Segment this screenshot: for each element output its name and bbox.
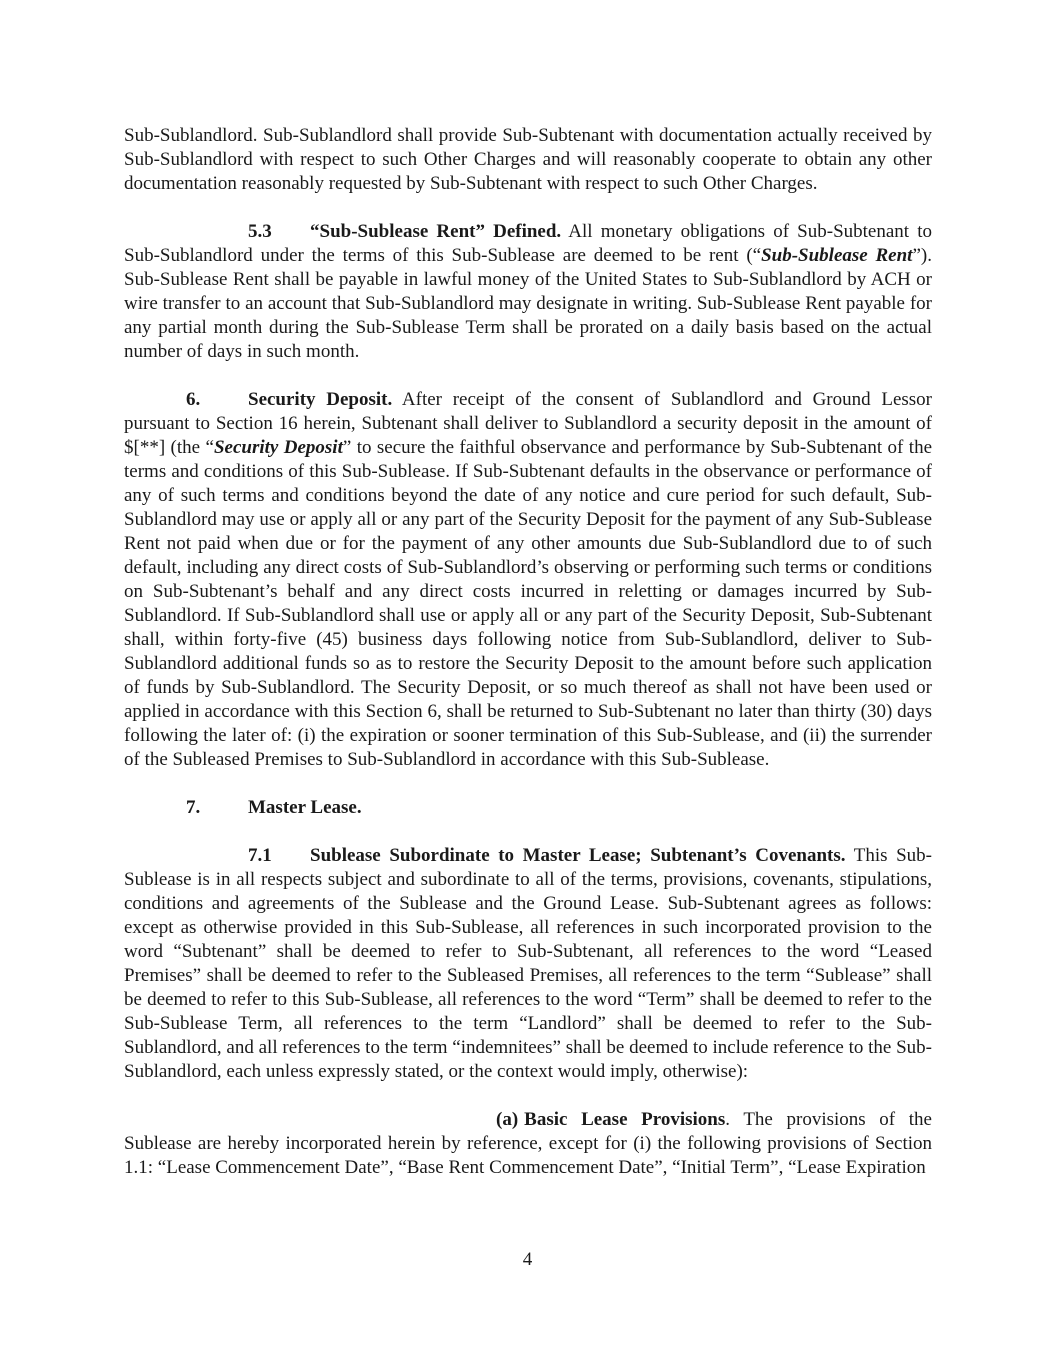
section-7-1-a (124, 1108, 932, 1180)
section-text: . The provisions of the Sublease are hereby incorporated herein by reference, except for (i) the following provisions of Section 1.1: “Lease Commencement Date”, “Base Rent Commencement Date”, “Initial Term”, “Lease Expiration (124, 1109, 932, 1178)
section-number: 7.1 (248, 845, 272, 866)
section-heading: Security Deposit. (248, 389, 393, 410)
section-number: 7. (186, 797, 201, 818)
section-heading: Basic Lease Provisions (524, 1109, 726, 1130)
section-text: ”). Sub-Sublease Rent shall be payable in lawful money of the United States to Sub-Sublandlord by ACH or wire transfer to an account that Sub-Sublandlord may designate in writing. Sub-Sublease Rent payable for any partial month during the Sub-Sublease Term shall be prorated on a daily basis based on the actual number of days in such month. (124, 245, 932, 362)
section-heading: Sublease Subordinate to Master Lease; Subtenant’s Covenants. (310, 845, 846, 866)
defined-term: Security Deposit (213, 437, 343, 458)
section-7-1 (124, 844, 932, 1084)
section-number: 5.3 (248, 221, 272, 242)
page-number: 4 (522, 1249, 533, 1270)
document-page (124, 124, 932, 1204)
section-heading: “Sub-Sublease Rent” Defined. (310, 221, 562, 242)
section-5-3 (124, 220, 932, 364)
section-7 (124, 796, 932, 820)
section-number: (a) (496, 1109, 519, 1130)
section-text: All monetary obligations of Sub-Subtenant to Sub-Sublandlord under the terms of this Sub-Sublease are deemed to be rent (“ (124, 221, 932, 266)
section-number: 6. (186, 389, 201, 410)
defined-term: Sub-Sublease Rent (761, 245, 913, 266)
section-text: This Sub-Sublease is in all respects subject and subordinate to all of the terms, provisions, covenants, stipulations, conditions and agreements of the Sublease and the Ground Lease. Sub-Subtenant agrees as follows: except as otherwise provided in this Sub-Sublease, all references in such incorporated provision to the word “Subtenant” shall be deemed to refer to Sub-Subtenant, all references to the word “Leased Premises” shall be deemed to refer to the Subleased Premises, all references to the term “Sublease” shall be deemed to refer to this Sub-Sublease, all references to the word “Term” shall be deemed to refer to the Sub-Sublease Term, all references to the term “Landlord” shall be deemed to refer to the Sub-Sublandlord, and all references to the term “indemnitees” shall be deemed to include reference to the Sub-Sublandlord, each unless expressly stated, or the context would imply, otherwise): (124, 845, 932, 1082)
paragraph-continuation: Sub-Sublandlord. Sub-Sublandlord shall provide Sub-Subtenant with documentation actually received by Sub-Sublandlord with respect to such Other Charges and will reasonably cooperate to obtain any other documentation reasonably requested by Sub-Subtenant with respect to such Other Charges. (124, 125, 932, 194)
section-heading: Master Lease. (248, 797, 362, 818)
section-text: After receipt of the consent of Sublandlord and Ground Lessor pursuant to Section 16 herein, Subtenant shall deliver to Sublandlord a security deposit in the amount of $[**] (the “ (124, 389, 932, 458)
section-text: ” to secure the faithful observance and performance by Sub-Subtenant of the terms and conditions of this Sub-Sublease. If Sub-Subtenant defaults in the observance or performance of any of such terms and conditions beyond the date of any notice and cure period for such default, Sub-Sublandlord may use or apply all or any part of the Security Deposit for the payment of any Sub-Sublease Rent not paid when due or for the payment of any other amounts due Sub-Sublandlord due to of such default, including any direct costs of Sub-Sublandlord’s observing or performing such terms or conditions on Sub-Subtenant’s behalf and any direct costs incurred in reletting or damages incurred by Sub-Sublandlord. If Sub-Sublandlord shall use or apply all or any part of the Security Deposit, Sub-Subtenant shall, within forty-five (45) business days following notice from Sub-Sublandlord, deliver to Sub-Sublandlord additional funds so as to restore the Security Deposit to the amount before such application of funds by Sub-Sublandlord. The Security Deposit, or so much thereof as shall not have been used or applied in accordance with this Section 6, shall be returned to Sub-Subtenant no later than thirty (30) days following the later of: (i) the expiration or sooner termination of this Sub-Sublease, and (ii) the surrender of the Subleased Premises to Sub-Sublandlord in accordance with this Sub-Sublease. (124, 437, 932, 770)
section-6 (124, 388, 932, 772)
